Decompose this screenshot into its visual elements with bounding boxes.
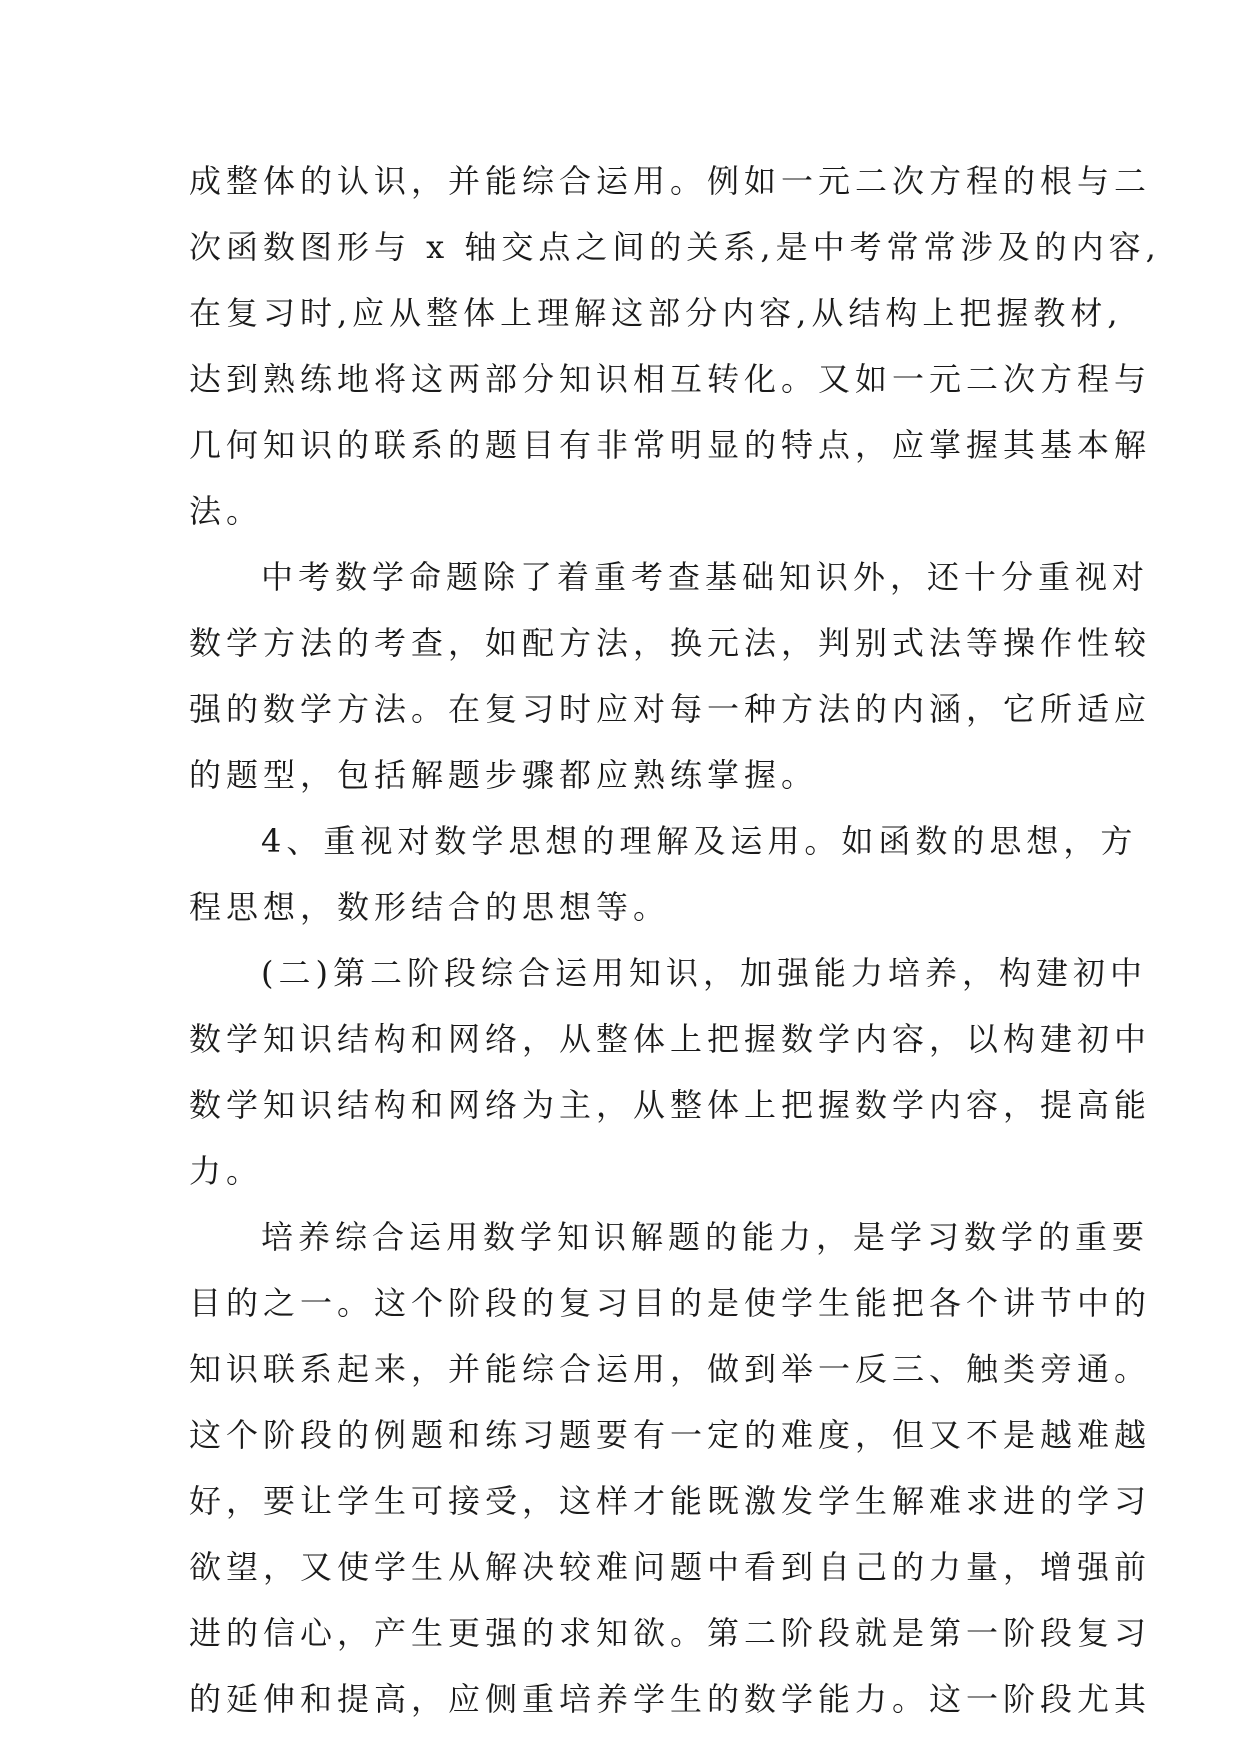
text-line: 程思想，数形结合的思想等。 (189, 888, 671, 926)
text-line: 力。 (189, 1152, 264, 1190)
paragraph-math-methods (189, 544, 1152, 808)
text-line: 成整体的认识，并能综合运用。例如一元二次方程的根与二 (189, 162, 1152, 200)
paragraph-ability-training (189, 1204, 1152, 1732)
text-line: 达到熟练地将这两部分知识相互转化。又如一元二次方程与 (189, 360, 1152, 398)
text-line: 培养综合运用数学知识解题的能力，是学习数学的重要 (261, 1218, 1150, 1256)
text-line: 数学方法的考查，如配方法，换元法，判别式法等操作性较 (189, 624, 1152, 662)
text-line: 目的之一。这个阶段的复习目的是使学生能把各个讲节中的 (189, 1284, 1152, 1322)
document-page (189, 148, 1161, 1732)
paragraph-math-thinking (189, 808, 1138, 940)
text-line: 这个阶段的例题和练习题要有一定的难度，但又不是越难越 (189, 1416, 1152, 1454)
paragraph-stage-two (189, 940, 1152, 1204)
text-line: 进的信心，产生更强的求知欲。第二阶段就是第一阶段复习 (189, 1614, 1152, 1652)
text-line: 在复习时,应从整体上理解这部分内容,从结构上把握教材, (189, 294, 1123, 332)
text-line: 数学知识结构和网络，从整体上把握数学内容，以构建初中 (189, 1020, 1152, 1058)
text-line: 的题型，包括解题步骤都应熟练掌握。 (189, 756, 819, 794)
text-line: 法。 (189, 492, 264, 530)
text-line: 中考数学命题除了着重考查基础知识外，还十分重视对 (261, 558, 1150, 596)
text-line: 欲望，又使学生从解决较难问题中看到自己的力量，增强前 (189, 1548, 1152, 1586)
text-line: 次函数图形与 x 轴交点之间的关系,是中考常常涉及的内容, (189, 228, 1161, 266)
text-line: 的延伸和提高，应侧重培养学生的数学能力。这一阶段尤其 (189, 1680, 1152, 1718)
text-line: 4、重视对数学思想的理解及运用。如函数的思想，方 (261, 822, 1138, 860)
text-line: 数学知识结构和网络为主，从整体上把握数学内容，提高能 (189, 1086, 1152, 1124)
text-line: 知识联系起来，并能综合运用，做到举一反三、触类旁通。 (189, 1350, 1152, 1388)
paragraph-continuation (189, 148, 1161, 544)
text-line: 几何知识的联系的题目有非常明显的特点，应掌握其基本解 (189, 426, 1152, 464)
text-line: 好，要让学生可接受，这样才能既激发学生解难求进的学习 (189, 1482, 1152, 1520)
text-line: (二)第二阶段综合运用知识，加强能力培养，构建初中 (261, 954, 1147, 992)
text-line: 强的数学方法。在复习时应对每一种方法的内涵，它所适应 (189, 690, 1152, 728)
